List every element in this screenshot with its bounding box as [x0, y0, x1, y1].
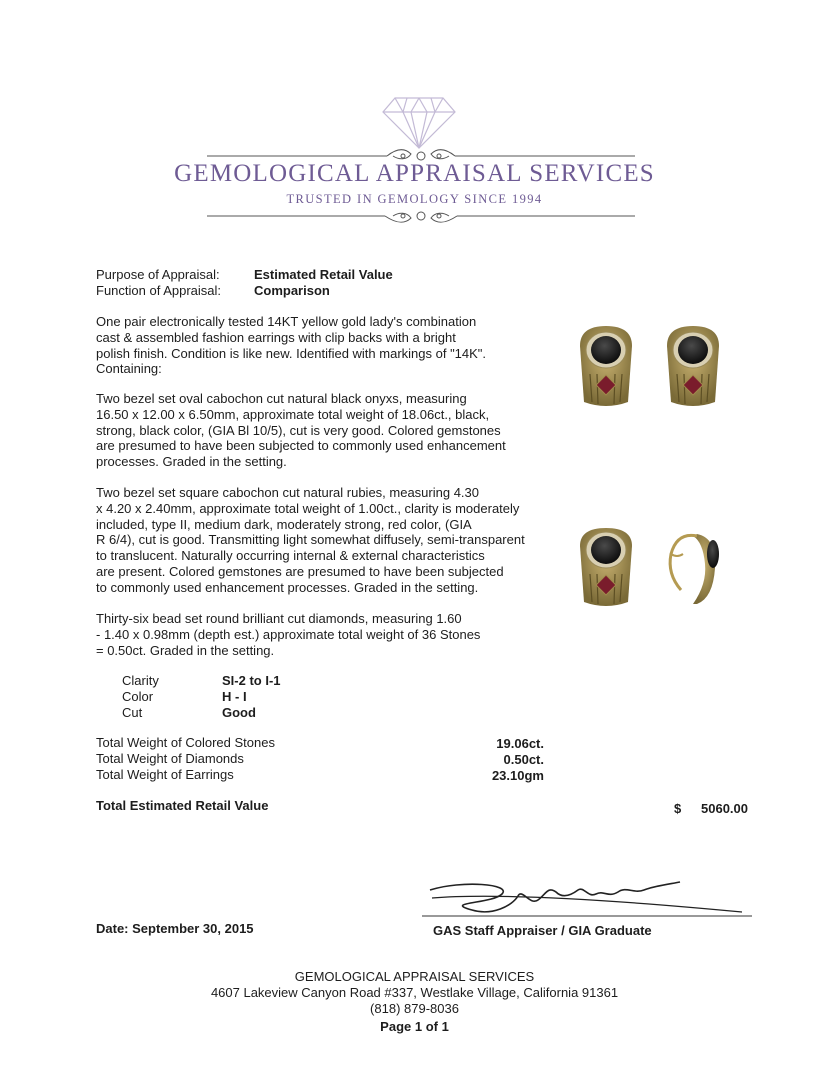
total-label: Total Weight of Diamonds — [96, 751, 244, 766]
earring-front-left-photo — [570, 322, 642, 410]
function-label: Function of Appraisal: — [96, 283, 222, 298]
appraiser-signature — [422, 876, 752, 926]
total-value: 0.50ct. — [503, 752, 544, 767]
purpose-value: Estimated Retail Value — [254, 267, 393, 282]
earring-angled-photo — [570, 524, 642, 612]
footer-address: 4607 Lakeview Canyon Road #337, Westlake Village, California 91361 — [210, 985, 619, 1000]
earring-clip-back-photo — [657, 524, 729, 612]
grading-label: Cut — [122, 705, 143, 720]
onyx-description: Two bezel set oval cabochon cut natural black onyxs, measuring 16.50 x 12.00 x 6.50mm, approximate total weight of 18.06ct., black, strong, black color, (GIA Bl 10/5), cut is very good. Colored gemstones are presumed to have been subjected to commonly used enhancement processes. Graded in the setting. — [96, 391, 506, 470]
letterhead — [0, 0, 829, 240]
ruby-description: Two bezel set square cabochon cut natural rubies, measuring 4.30 x 4.20 x 2.40mm, approximate total weight of 1.00ct., clarity is moderately included, type II, medium dark, moderately strong, red color, (GIA R 6/4), cut is good. Transmitting light somewhat diffusely, semi-transparent to translucent. Naturally occurring internal & external characteristics are present. Colored gemstones are presumed to have been subjected to commonly used enhancement processes. Graded in the setting. — [96, 485, 525, 595]
company-name: GEMOLOGICAL APPRAISAL SERVICES — [174, 160, 655, 187]
company-tagline: TRUSTED IN GEMOLOGY SINCE 1994 — [286, 192, 543, 206]
total-label: Total Weight of Colored Stones — [96, 735, 275, 750]
grading-label: Color — [122, 689, 154, 704]
earring-front-right-photo — [657, 322, 729, 410]
function-value: Comparison — [254, 283, 330, 298]
bottom-ornament-divider — [207, 196, 635, 236]
diamond-description: Thirty-six bead set round brilliant cut diamonds, measuring 1.60 - 1.40 x 0.98mm (depth est.) approximate total weight of 36 Stones = 0.50ct. Graded in the setting. — [96, 611, 481, 658]
appraisal-date: Date: September 30, 2015 — [96, 921, 254, 936]
grading-value: H - I — [222, 689, 247, 704]
grading-value: Good — [222, 705, 256, 720]
total-value: 19.06ct. — [496, 736, 544, 751]
grading-value: SI-2 to I-1 — [222, 673, 281, 688]
retail-value-label: Total Estimated Retail Value — [96, 798, 269, 813]
page-number: Page 1 of 1 — [380, 1019, 449, 1034]
item-description: One pair electronically tested 14KT yellow gold lady's combination cast & assembled fashion earrings with clip backs with a bright polish finish. Condition is like new. Identified with markings of "14K". Containing: — [96, 314, 487, 377]
currency-symbol: $ — [674, 801, 682, 816]
footer-phone: (818) 879-8036 — [370, 1001, 459, 1016]
retail-value: 5060.00 — [701, 801, 748, 816]
grading-label: Clarity — [122, 673, 159, 688]
purpose-label: Purpose of Appraisal: — [96, 267, 220, 282]
total-label: Total Weight of Earrings — [96, 767, 234, 782]
appraiser-title: GAS Staff Appraiser / GIA Graduate — [433, 923, 652, 938]
total-value: 23.10gm — [491, 768, 544, 783]
footer-company: GEMOLOGICAL APPRAISAL SERVICES — [294, 969, 535, 984]
